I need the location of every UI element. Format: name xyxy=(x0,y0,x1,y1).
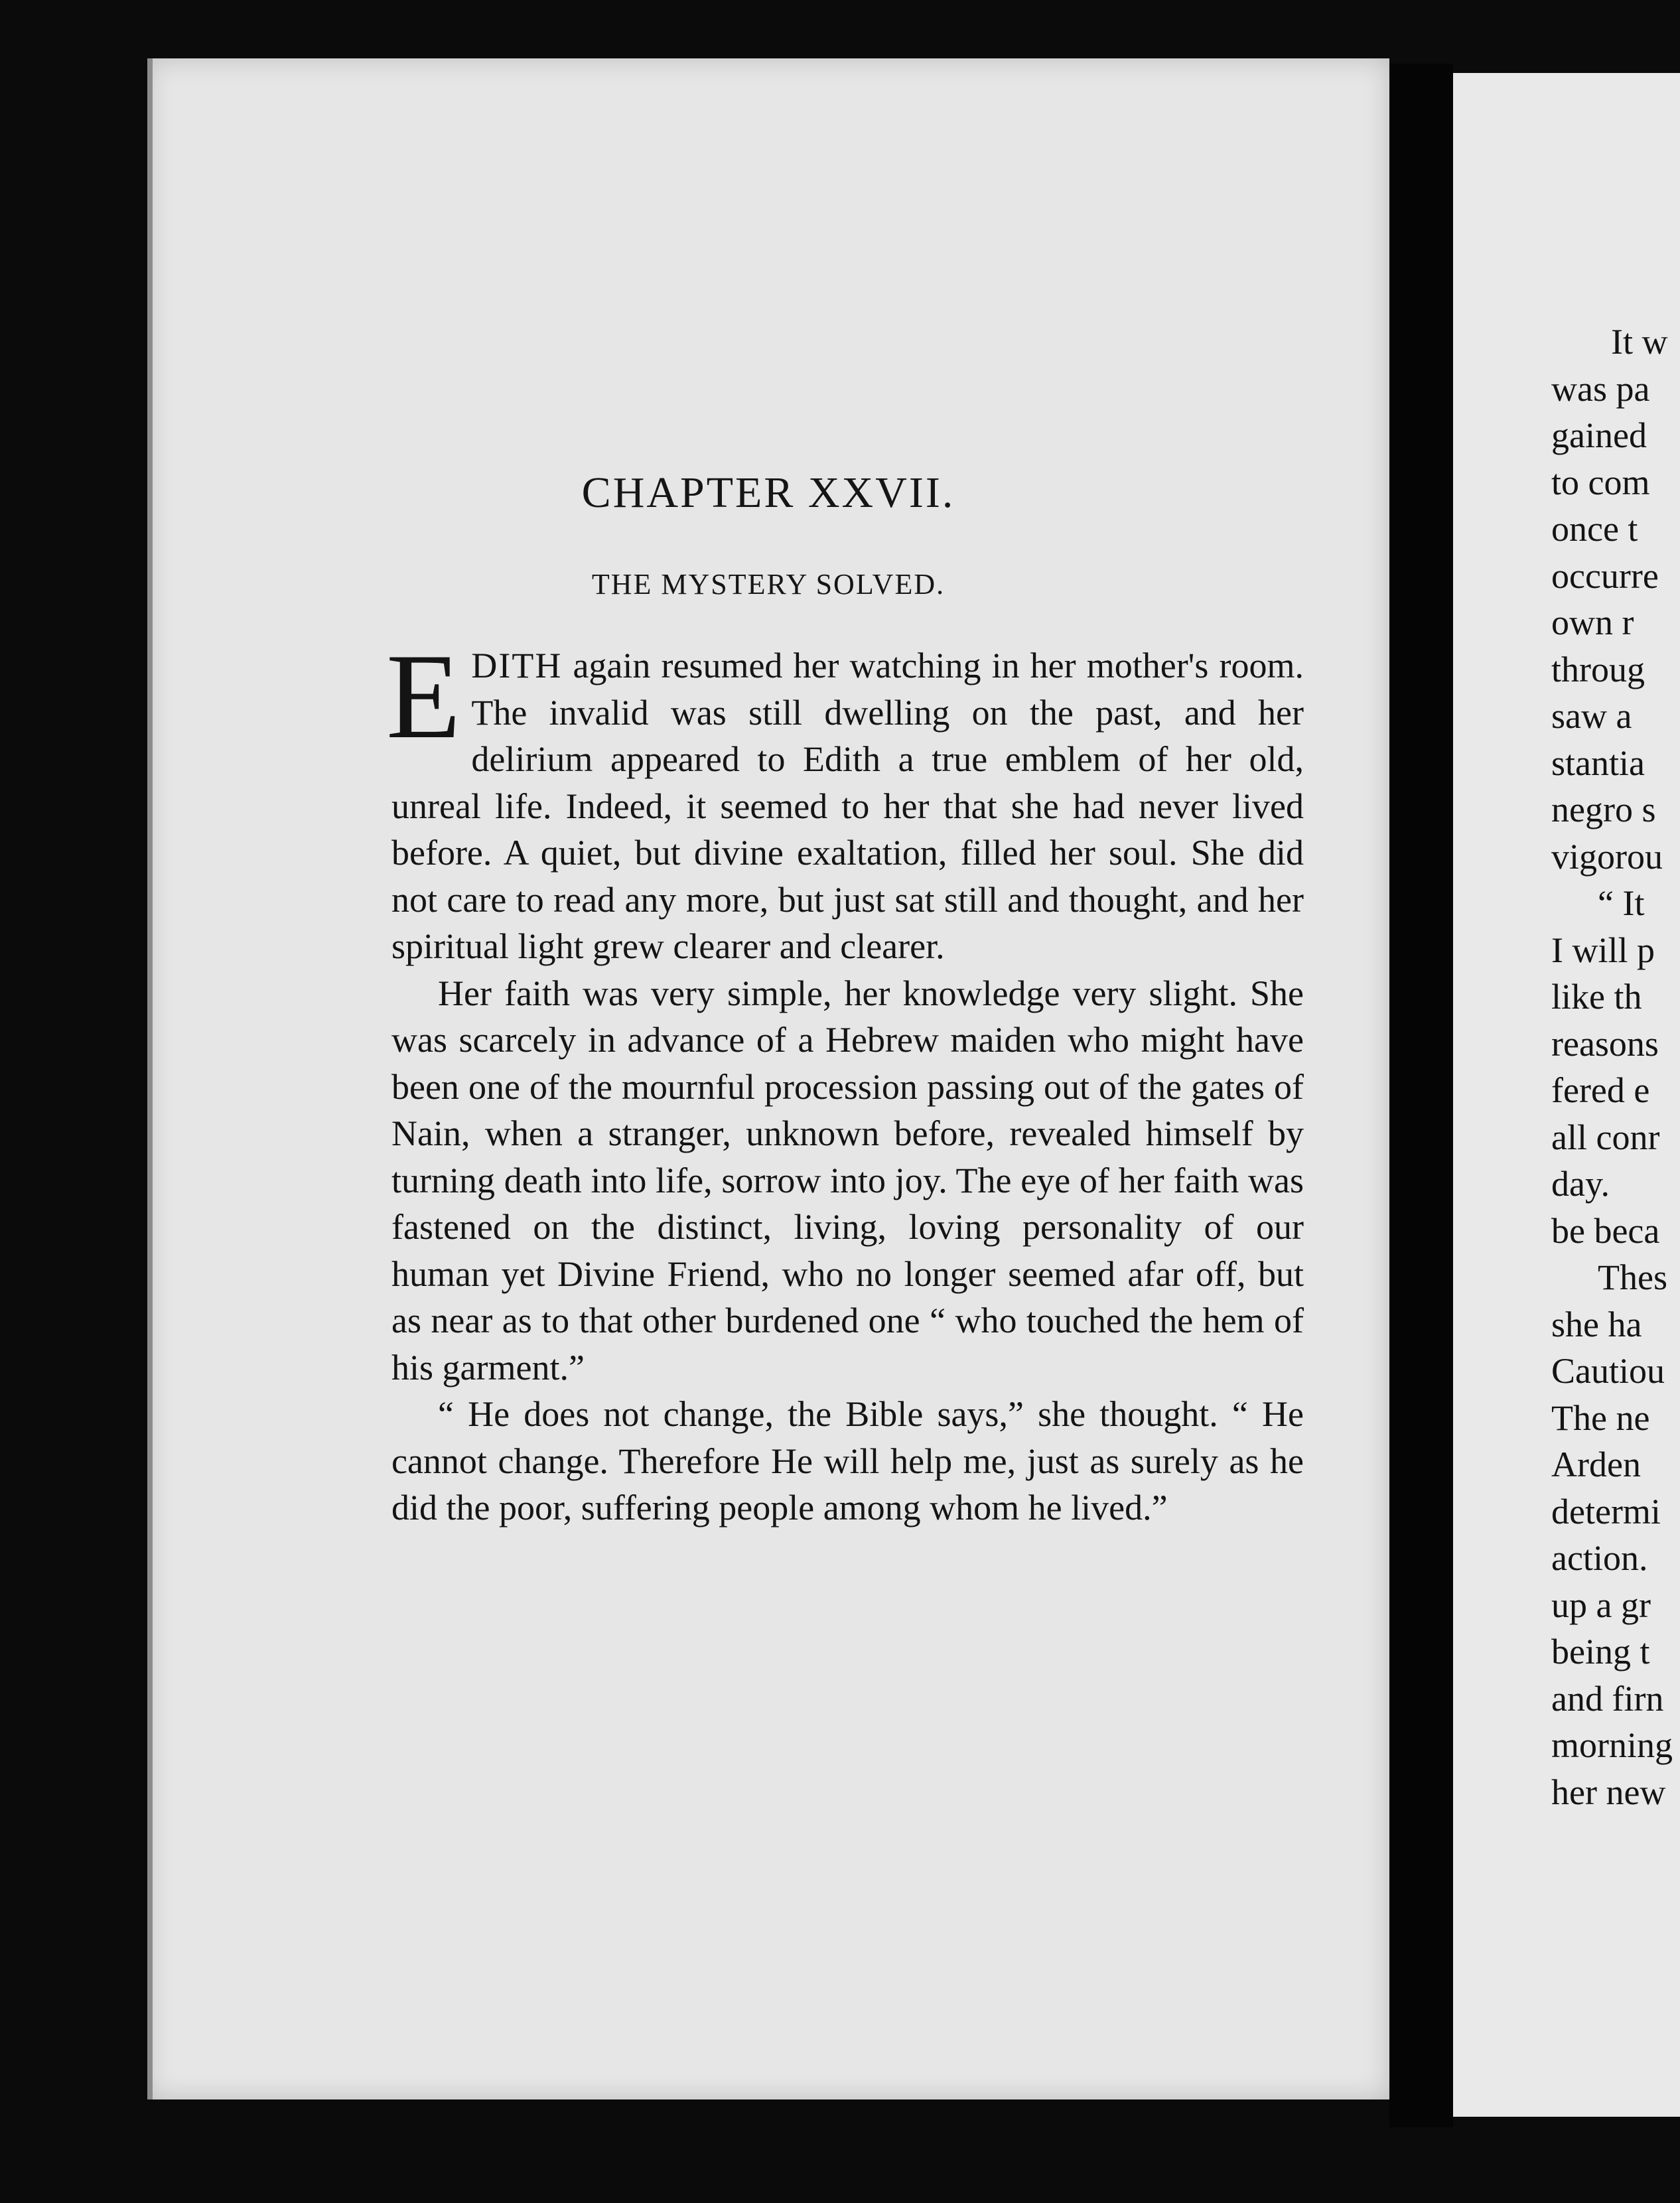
right-page-line: Thes xyxy=(1598,1257,1667,1297)
right-page-line: up a gr xyxy=(1551,1585,1651,1625)
right-page-line: like th xyxy=(1551,977,1642,1017)
right-page-line: Cautiou xyxy=(1551,1351,1665,1391)
right-page-line: occurre xyxy=(1551,555,1659,596)
right-page-line: her new xyxy=(1551,1772,1666,1812)
right-page-line: saw a xyxy=(1551,696,1632,736)
chapter-title: CHAPTER XXVII. xyxy=(581,468,955,517)
paragraph-1 xyxy=(386,628,1304,970)
right-page-line: action. xyxy=(1551,1538,1648,1578)
right-page-line: be beca xyxy=(1551,1210,1660,1251)
right-page-line: determi xyxy=(1551,1491,1661,1531)
right-page-text xyxy=(1551,319,1680,1815)
lead-caps: DITH xyxy=(471,646,563,685)
right-page-line: day. xyxy=(1551,1164,1610,1204)
paragraph-1-text: again resumed her watching in her mother's room. The invalid was still dwelling on the past, and her delirium appeared to Edith a true emblem of her old, unreal life. Indeed, it seemed to her that she had never lived before. A quiet, but divine exaltation, filled her soul. She did not care to read any more, but just sat still and thought, and her spiritual light grew clearer and clearer. xyxy=(391,646,1304,966)
right-page-line: once t xyxy=(1551,509,1638,549)
right-page-line: negro s xyxy=(1551,790,1656,829)
right-page-line: and firn xyxy=(1551,1678,1664,1719)
right-page-line: fered e xyxy=(1551,1070,1650,1110)
right-page-line: It w xyxy=(1611,322,1668,362)
right-page-line: throug xyxy=(1551,649,1645,689)
right-page-line: vigorou xyxy=(1551,836,1663,877)
right-page-line: she ha xyxy=(1551,1304,1642,1344)
right-page-line: reasons xyxy=(1551,1023,1659,1064)
book-gutter xyxy=(1389,64,1453,2127)
right-page-line: stantia xyxy=(1551,743,1645,783)
paragraph-2: Her faith was very simple, her knowledge very slight. She was scarcely in advance of a Hebrew maiden who might have been one of the mournful procession passing out of the gates of Nain, when a stranger, unknown before, revealed himself by turning death into life, sorrow into joy. The eye of her faith was fastened on the distinct, living, loving personality of our human yet Divine Friend, who no longer seemed afar off, but as near as to that other burdened one “ who touched the hem of his garment.” xyxy=(391,973,1304,1387)
right-page-line: Arden xyxy=(1551,1445,1641,1484)
right-page-line: own r xyxy=(1551,603,1634,642)
drop-cap: E xyxy=(386,628,461,764)
section-title: THE MYSTERY SOLVED. xyxy=(591,568,945,601)
right-page-line: gained xyxy=(1551,415,1647,455)
paragraph-3: “ He does not change, the Bible says,” she thought. “ He cannot change. Therefore He will help me, just as surely as he did the poor, suffering people among whom he lived.” xyxy=(391,1394,1304,1528)
right-page-line: being t xyxy=(1551,1632,1650,1671)
right-page-line: I will p xyxy=(1551,930,1655,970)
right-page-line: The ne xyxy=(1551,1397,1650,1438)
right-page-line: morning xyxy=(1551,1725,1673,1765)
right-page-line: was pa xyxy=(1551,368,1650,409)
right-page-line: to com xyxy=(1551,462,1650,502)
right-page-line: “ It xyxy=(1598,883,1645,923)
right-page-line: all conr xyxy=(1551,1117,1660,1157)
left-page-body xyxy=(386,628,1304,1531)
